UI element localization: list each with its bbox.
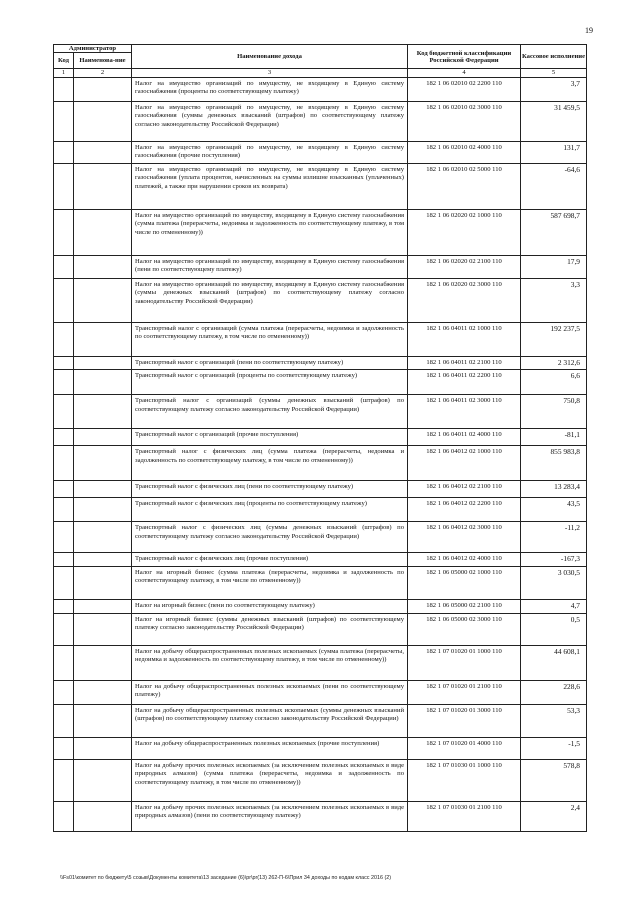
table-row: [54, 680, 587, 704]
table-row: [54, 498, 587, 522]
table-row: [54, 481, 587, 498]
income-name-cell: Налог на добычу прочих полезных ископаемых (за исключением полезных ископаемых в виде природных алмазов) (сумма платежа (перерасчеты, недоимка и задолженность по соответствующему платежу, в том числе по отмененному)): [132, 759, 408, 801]
admin-code-cell: [54, 446, 74, 481]
cash-value-cell: 228,6: [521, 680, 587, 704]
admin-name-cell: [74, 256, 132, 279]
admin-name-cell: [74, 680, 132, 704]
income-name-cell: Транспортный налог с физических лиц (пени по соответствующему платежу): [132, 481, 408, 498]
admin-code-cell: [54, 599, 74, 613]
table-row: [54, 279, 587, 323]
budget-code-cell: 182 1 06 02020 02 2100 110: [408, 256, 521, 279]
admin-name-cell: [74, 210, 132, 256]
budget-code-cell: 182 1 06 04011 02 3000 110: [408, 395, 521, 429]
cash-value-cell: 0,5: [521, 613, 587, 645]
admin-name-cell: [74, 395, 132, 429]
admin-name-cell: [74, 429, 132, 446]
admin-name-cell: [74, 801, 132, 831]
budget-code-cell: 182 1 06 02010 02 5000 110: [408, 164, 521, 210]
cash-value-cell: 2 312,6: [521, 357, 587, 370]
income-name-cell: Налог на игорный бизнес (суммы денежных взысканий (штрафов) по соответствующему платежу согласно законодательству Российской Федерации): [132, 613, 408, 645]
column-number: 4: [408, 69, 521, 78]
budget-code-cell: 182 1 06 02020 02 1000 110: [408, 210, 521, 256]
admin-code-cell: [54, 256, 74, 279]
budget-code-cell: 182 1 06 04011 02 4000 110: [408, 429, 521, 446]
admin-code-cell: [54, 481, 74, 498]
table-row: [54, 645, 587, 680]
budget-code-cell: 182 1 06 02010 02 3000 110: [408, 102, 521, 142]
admin-name-cell: [74, 370, 132, 395]
cash-header: Кассовое исполнение: [521, 45, 587, 69]
income-name-header: Наименование дохода: [132, 45, 408, 69]
budget-code-cell: 182 1 06 02020 02 3000 110: [408, 279, 521, 323]
admin-name-cell: [74, 704, 132, 737]
admin-code-cell: [54, 357, 74, 370]
budget-code-cell: 182 1 06 04011 02 2100 110: [408, 357, 521, 370]
table-body: [54, 78, 587, 832]
admin-code-cell: [54, 323, 74, 357]
admin-name-cell: [74, 481, 132, 498]
table-row: [54, 801, 587, 831]
admin-name-cell: [74, 279, 132, 323]
admin-code-cell: [54, 279, 74, 323]
table-row: [54, 210, 587, 256]
cash-value-cell: 53,3: [521, 704, 587, 737]
column-number: 2: [74, 69, 132, 78]
table-row: [54, 737, 587, 759]
admin-code-cell: [54, 566, 74, 599]
admin-name-cell: [74, 522, 132, 553]
column-number: 3: [132, 69, 408, 78]
admin-name-cell: [74, 357, 132, 370]
admin-code-cell: [54, 395, 74, 429]
budget-code-cell: 182 1 06 04012 02 1000 110: [408, 446, 521, 481]
admin-code-cell: [54, 210, 74, 256]
income-name-cell: Транспортный налог с организаций (проценты по соответствующему платежу): [132, 370, 408, 395]
cash-value-cell: 587 698,7: [521, 210, 587, 256]
admin-code-cell: [54, 801, 74, 831]
cash-value-cell: 750,8: [521, 395, 587, 429]
admin-code-cell: [54, 78, 74, 102]
cash-value-cell: 3,7: [521, 78, 587, 102]
cash-value-cell: 3 030,5: [521, 566, 587, 599]
budget-code-cell: 182 1 06 04012 02 3000 110: [408, 522, 521, 553]
name-subheader: Наименова-ние: [74, 53, 132, 69]
table-row: [54, 357, 587, 370]
budget-code-cell: 182 1 07 01020 01 4000 110: [408, 737, 521, 759]
budget-code-cell: 182 1 06 02010 02 4000 110: [408, 142, 521, 164]
admin-name-cell: [74, 566, 132, 599]
admin-name-cell: [74, 613, 132, 645]
cash-value-cell: -64,6: [521, 164, 587, 210]
income-name-cell: Транспортный налог с организаций (суммы денежных взысканий (штрафов) по соответствующему платежу согласно законодательству Российской Федерации): [132, 395, 408, 429]
table-row: [54, 164, 587, 210]
income-name-cell: Транспортный налог с физических лиц (суммы денежных взысканий (штрафов) по соответствующему платежу согласно законодательству Российской Федерации): [132, 522, 408, 553]
cash-value-cell: 855 983,8: [521, 446, 587, 481]
admin-code-cell: [54, 498, 74, 522]
table-row: [54, 613, 587, 645]
cash-value-cell: 2,4: [521, 801, 587, 831]
income-name-cell: Налог на имущество организаций по имуществу, входящему в Единую систему газоснабжения (пени по соответствующему платежу): [132, 256, 408, 279]
budget-code-cell: 182 1 06 02010 02 2200 110: [408, 78, 521, 102]
admin-code-cell: [54, 522, 74, 553]
budget-code-cell: 182 1 06 05000 02 2100 110: [408, 599, 521, 613]
income-name-cell: Транспортный налог с физических лиц (прочие поступления): [132, 553, 408, 566]
income-name-cell: Транспортный налог с физических лиц (проценты по соответствующему платежу): [132, 498, 408, 522]
cash-value-cell: -11,2: [521, 522, 587, 553]
budget-code-cell: 182 1 07 01020 01 2100 110: [408, 680, 521, 704]
table-row: [54, 446, 587, 481]
admin-code-cell: [54, 142, 74, 164]
income-name-cell: Налог на добычу общераспространенных полезных ископаемых (суммы денежных взысканий (штрафов) по соответствующему платежу согласно законодательству Российской Федерации): [132, 704, 408, 737]
column-number-row: [54, 69, 587, 78]
cash-value-cell: 3,3: [521, 279, 587, 323]
admin-name-cell: [74, 599, 132, 613]
admin-name-cell: [74, 645, 132, 680]
file-path-footer: \\Fs01\комитет по бюджету\5 созыв\Документы комитета\13 заседание (6)\pr\pr(13) 262-П-6\Прил 34 доходы по кодам класс 2016 (2): [60, 875, 392, 881]
budget-code-header: Код бюджетной классификации Российской Федерации: [408, 45, 521, 69]
table-row: [54, 395, 587, 429]
table-row: [54, 323, 587, 357]
budget-code-cell: 182 1 07 01030 01 2100 110: [408, 801, 521, 831]
admin-code-cell: [54, 102, 74, 142]
admin-name-cell: [74, 759, 132, 801]
table-row: [54, 599, 587, 613]
table-row: [54, 429, 587, 446]
column-number: 5: [521, 69, 587, 78]
admin-code-cell: [54, 737, 74, 759]
income-name-cell: Налог на имущество организаций по имуществу, не входящему в Единую систему газоснабжения (проценты по соответствующему платежу): [132, 78, 408, 102]
table-row: [54, 704, 587, 737]
admin-code-cell: [54, 429, 74, 446]
code-subheader: Код: [54, 53, 74, 69]
cash-value-cell: 578,8: [521, 759, 587, 801]
page-number: 19: [585, 26, 593, 35]
cash-value-cell: 131,7: [521, 142, 587, 164]
table-row: [54, 256, 587, 279]
admin-code-cell: [54, 553, 74, 566]
cash-value-cell: 6,6: [521, 370, 587, 395]
cash-value-cell: -81,1: [521, 429, 587, 446]
admin-code-cell: [54, 704, 74, 737]
cash-value-cell: 43,5: [521, 498, 587, 522]
income-name-cell: Налог на добычу общераспространенных полезных ископаемых (сумма платежа (перерасчеты, недоимка и задолженность по соответствующему платежу, в том числе по отмененному)): [132, 645, 408, 680]
admin-name-cell: [74, 553, 132, 566]
admin-code-cell: [54, 164, 74, 210]
admin-code-cell: [54, 613, 74, 645]
table-row: [54, 78, 587, 102]
income-name-cell: Налог на добычу общераспространенных полезных ископаемых (пени по соответствующему платежу): [132, 680, 408, 704]
table-row: [54, 522, 587, 553]
budget-code-cell: 182 1 06 04012 02 2200 110: [408, 498, 521, 522]
cash-value-cell: 44 608,1: [521, 645, 587, 680]
income-name-cell: Налог на имущество организаций по имуществу, входящему в Единую систему газоснабжения (сумма платежа (перерасчеты, недоимка и задолженность по соответствующему платежу, в том числе по отмененному)): [132, 210, 408, 256]
table-row: [54, 102, 587, 142]
income-name-cell: Транспортный налог с физических лиц (сумма платежа (перерасчеты, недоимка и задолженность по соответствующему платежу, в том числе по отмененному)): [132, 446, 408, 481]
income-name-cell: Налог на имущество организаций по имуществу, входящему в Единую систему газоснабжения (суммы денежных взысканий (штрафов) по соответствующему платежу согласно законодательству Российской Федерации): [132, 279, 408, 323]
income-table: [53, 44, 587, 832]
admin-header: Администратор: [54, 45, 132, 53]
admin-name-cell: [74, 323, 132, 357]
admin-code-cell: [54, 645, 74, 680]
budget-code-cell: 182 1 07 01020 01 1000 110: [408, 645, 521, 680]
table-row: [54, 566, 587, 599]
admin-name-cell: [74, 446, 132, 481]
income-name-cell: Транспортный налог с организаций (пени по соответствующему платежу): [132, 357, 408, 370]
budget-code-cell: 182 1 06 05000 02 3000 110: [408, 613, 521, 645]
income-name-cell: Налог на игорный бизнес (пени по соответствующему платежу): [132, 599, 408, 613]
budget-code-cell: 182 1 06 04012 02 2100 110: [408, 481, 521, 498]
cash-value-cell: 4,7: [521, 599, 587, 613]
cash-value-cell: 192 237,5: [521, 323, 587, 357]
budget-code-cell: 182 1 06 04011 02 1000 110: [408, 323, 521, 357]
income-name-cell: Налог на имущество организаций по имуществу, не входящему в Единую систему газоснабжения (уплата процентов, начисленных на суммы излишне взысканных (уплаченных) платежей, а также при нарушении сроков их возврата): [132, 164, 408, 210]
table-header: [54, 45, 587, 78]
admin-code-cell: [54, 759, 74, 801]
income-name-cell: Налог на имущество организаций по имуществу, не входящему в Единую систему газоснабжения (прочие поступления): [132, 142, 408, 164]
income-name-cell: Налог на добычу прочих полезных ископаемых (за исключением полезных ископаемых в виде природных алмазов) (пени по соответствующему платежу): [132, 801, 408, 831]
admin-code-cell: [54, 680, 74, 704]
budget-code-cell: 182 1 07 01020 01 3000 110: [408, 704, 521, 737]
table-row: [54, 142, 587, 164]
table-row: [54, 370, 587, 395]
table-row: [54, 759, 587, 801]
admin-name-cell: [74, 498, 132, 522]
table-row: [54, 553, 587, 566]
admin-name-cell: [74, 142, 132, 164]
cash-value-cell: 17,9: [521, 256, 587, 279]
admin-name-cell: [74, 102, 132, 142]
income-name-cell: Налог на добычу общераспространенных полезных ископаемых (прочие поступления): [132, 737, 408, 759]
budget-code-cell: 182 1 06 05000 02 1000 110: [408, 566, 521, 599]
cash-value-cell: -1,5: [521, 737, 587, 759]
column-number: 1: [54, 69, 74, 78]
income-name-cell: Транспортный налог с организаций (прочие поступления): [132, 429, 408, 446]
admin-name-cell: [74, 164, 132, 210]
income-name-cell: Налог на игорный бизнес (сумма платежа (перерасчеты, недоимка и задолженность по соответствующему платежу, в том числе по отмененному)): [132, 566, 408, 599]
cash-value-cell: 13 283,4: [521, 481, 587, 498]
admin-name-cell: [74, 78, 132, 102]
income-name-cell: Транспортный налог с организаций (сумма платежа (перерасчеты, недоимка и задолженность по соответствующему платежу, в том числе по отмененному)): [132, 323, 408, 357]
admin-code-cell: [54, 370, 74, 395]
budget-code-cell: 182 1 06 04011 02 2200 110: [408, 370, 521, 395]
admin-name-cell: [74, 737, 132, 759]
budget-code-cell: 182 1 07 01030 01 1000 110: [408, 759, 521, 801]
income-name-cell: Налог на имущество организаций по имуществу, не входящему в Единую систему газоснабжения (суммы денежных взысканий (штрафов) по соответствующему платежу согласно законодательству Российской Федерации): [132, 102, 408, 142]
cash-value-cell: 31 459,5: [521, 102, 587, 142]
budget-code-cell: 182 1 06 04012 02 4000 110: [408, 553, 521, 566]
cash-value-cell: -167,3: [521, 553, 587, 566]
